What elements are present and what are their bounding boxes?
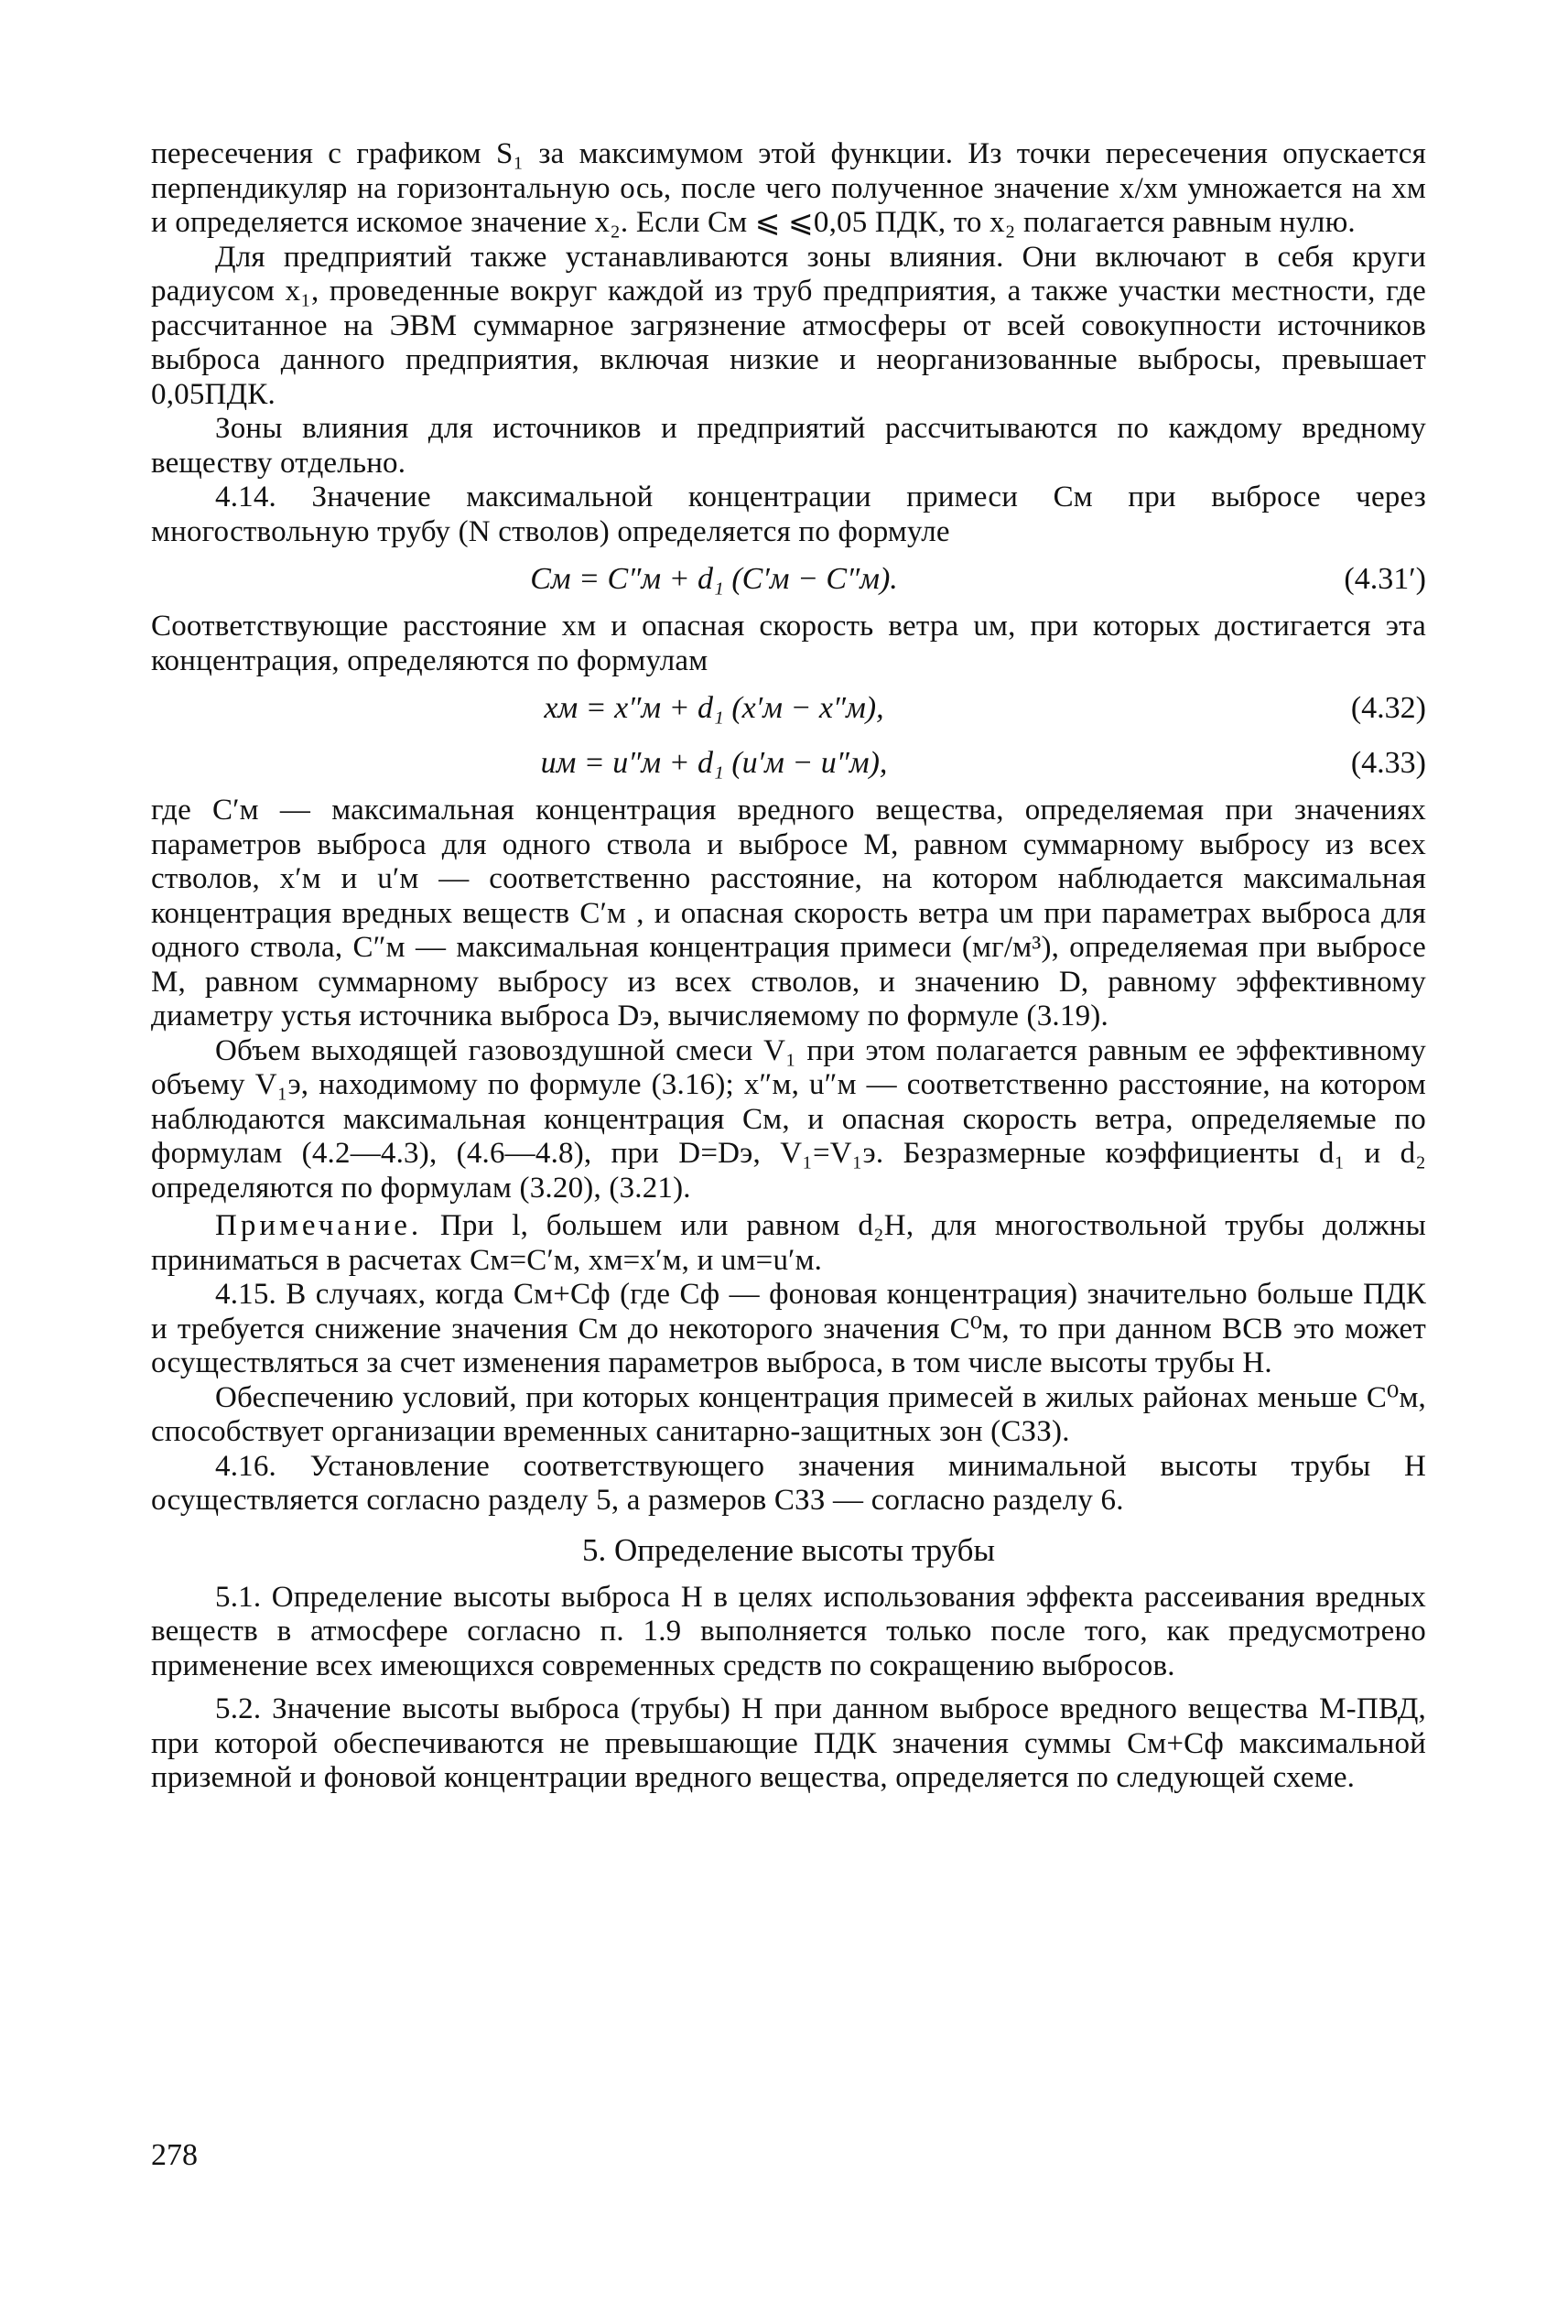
paragraph-zones-per-substance: Зоны влияния для источников и предприятий рассчитываются по каждому вредному веществу отдельно. [151, 412, 1426, 480]
equation-formula: Cм = C″м + d₁ (C′м − C″м). [530, 562, 898, 596]
equation-4-32 [151, 684, 1426, 733]
paragraph-distance-speed: Соответствующие расстояние xм и опасная скорость ветра uм, при которых достигается эта концентрация, определяются по формулам [151, 610, 1426, 677]
note-label: Примечание. [215, 1209, 423, 1242]
page-number: 278 [151, 2138, 198, 2172]
paragraph-gas-volume: Объем выходящей газовоздушной смеси V₁ при этом полагается равным ее эффективному объему V₁э, находимому по формуле (3.16); x″м, u″м — соответственно расстояние, на котором наблюдаются максимальная концентрация Cм, и опасная скорость ветра, определяемые по формулам (4.2—4.3), (4.6—4.8), при D=Dэ, V₁=V₁э. Безразмерные коэффициенты d₁ и d₂ определяются по формулам (3.20), (3.21). [151, 1033, 1426, 1205]
paragraph-note [151, 1209, 1426, 1278]
equation-formula: xм = x″м + d₁ (x′м − x″м), [544, 691, 884, 725]
equation-formula: uм = u″м + d₁ (u′м − u″м), [540, 746, 888, 780]
paragraph-definitions: где C′м — максимальная концентрация вредного вещества, определяемая при значениях параметров выброса для одного ствола и выбросе M, равном суммарному выбросу из всех стволов, x′м и u′м — соответственно расстояние, на котором наблюдается максимальная концентрация вредных веществ C′м , и опасная скорость ветра uм при параметрах выброса для одного ствола, C″м — максимальная концентрация примеси (мг/м³), определяемая при выбросе M, равном суммарному выбросу из всех стволов, и значению D, равному эффективному диаметру устья источника выброса Dэ, вычисляемому по формуле (3.19). [151, 794, 1426, 1032]
equation-number: (4.31′) [1344, 562, 1426, 596]
paragraph-5-2: 5.2. Значение высоты выброса (трубы) H при данном выбросе вредного вещества M-ПВД, при которой обеспечиваются не превышающие ПДК значения суммы Cм+Cф максимальной приземной и фоновой концентрации вредного вещества, определяется по следующей схеме. [151, 1692, 1426, 1794]
equation-4-31 [151, 555, 1426, 604]
paragraph-intersection: пересечения с графиком S₁ за максимумом этой функции. Из точки пересечения опускается перпендикуляр на горизонтальную ось, после чего полученное значение x/xм умножается на xм и определяется искомое значение x₂. Если Cм ⩽ ⩽0,05 ПДК, то x₂ полагается равным нулю. [151, 137, 1426, 239]
paragraph-5-1: 5.1. Определение высоты выброса H в целях использования эффекта рассеивания вредных веществ в атмосфере согласно п. 1.9 выполняется только после того, как предусмотрено применение всех имеющихся современных средств по сокращению выбросов. [151, 1580, 1426, 1682]
paragraph-influence-zones: Для предприятий также устанавливаются зоны влияния. Они включают в себя круги радиусом x₁, проведенные вокруг каждой из труб предприятия, а также участки местности, где рассчитанное на ЭВМ суммарное загрязнение атмосферы от всей совокупности источников выброса данного предприятия, включая низкие и неорганизованные выбросы, превышает 0,05ПДК. [151, 240, 1426, 411]
note-text: При l, большем или равном d₂H, для многоствольной трубы должны приниматься в расчетах Cм=C′м, xм=x′м, и uм=u′м. [151, 1209, 1426, 1277]
equation-number: (4.32) [1350, 691, 1426, 725]
paragraph-4-15: 4.15. В случаях, когда Cм+Cф (где Cф — фоновая концентрация) значительно больше ПДК и требуется снижение значения Cм до некоторого значения C⁰м, то при данном ВСВ это может осуществляться за счет изменения параметров выброса, в том числе высоты трубы H. [151, 1278, 1426, 1379]
equation-number: (4.33) [1350, 746, 1426, 780]
paragraph-4-14: 4.14. Значение максимальной концентрации примеси Cм при выбросе через многоствольную трубу (N стволов) определяется по формуле [151, 481, 1426, 548]
section-heading: 5. Определение высоты трубы [582, 1531, 995, 1568]
paragraph-4-16: 4.16. Установление соответствующего значения минимальной высоты трубы H осуществляется согласно разделу 5, а размеров СЗЗ — согласно разделу 6. [151, 1449, 1426, 1517]
paragraph-sanitary-zones: Обеспечению условий, при которых концентрация примесей в жилых районах меньше C⁰м, способствует организации временных санитарно-защитных зон (СЗЗ). [151, 1380, 1426, 1448]
equation-4-33 [151, 739, 1426, 788]
